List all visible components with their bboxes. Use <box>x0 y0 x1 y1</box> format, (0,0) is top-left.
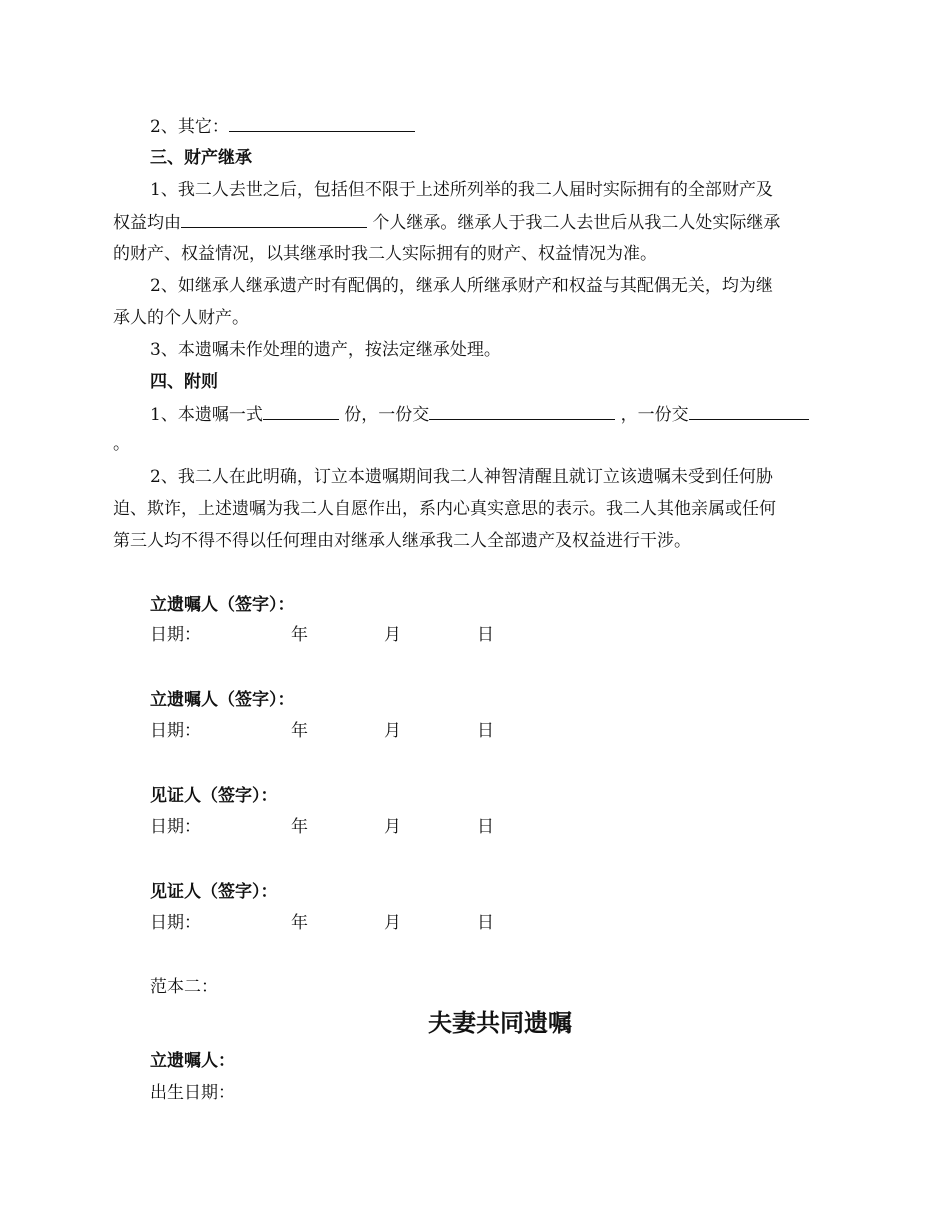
paragraph-line: 1、我二人去世之后，包括但不限于上述所列举的我二人届时实际拥有的全部财产及 <box>150 180 773 200</box>
paragraph-line: 2、我二人在此明确，订立本遗嘱期间我二人神智清醒且就订立该遗嘱未受到任何胁 <box>150 467 773 487</box>
paragraph-line: 2、如继承人继承遗产时有配偶的，继承人所继承财产和权益与其配偶无关，均为继 <box>150 276 773 296</box>
testator-label: 立遗嘱人： <box>150 1051 235 1071</box>
heir-blank <box>181 211 367 228</box>
copies-blank <box>263 403 339 420</box>
recipient2-blank <box>689 403 809 420</box>
recipient1-blank <box>429 403 615 420</box>
birth-date-label: 出生日期： <box>150 1083 235 1103</box>
document-title: 夫妻共同遗嘱 <box>428 1008 572 1037</box>
paragraph-line: 。 <box>113 434 130 454</box>
paragraph-line: 迫、欺诈，上述遗嘱为我二人自愿作出，系内心真实意思的表示。我二人其他亲属或任何 <box>113 499 776 519</box>
paragraph-line: 第三人均不得不得以任何理由对继承人继承我二人全部遗产及权益进行干涉。 <box>113 531 691 551</box>
other-label: 2、其它： <box>150 117 229 137</box>
paragraph-line: 1、本遗嘱一式 份，一份交 ，一份交 <box>150 403 809 426</box>
paragraph-line: 承人的个人财产。 <box>113 308 249 328</box>
other-item <box>150 115 415 138</box>
witness-label: 见证人（签字）： <box>150 786 278 806</box>
paragraph-line: 3、本遗嘱未作处理的遗产，按法定继承处理。 <box>150 340 501 360</box>
paragraph-line: 的财产、权益情况，以其继承时我二人实际拥有的财产、权益情况为准。 <box>113 244 657 264</box>
section-heading-inheritance: 三、财产继承 <box>150 148 252 168</box>
section-heading-supplementary: 四、附则 <box>150 372 218 392</box>
witness-label: 见证人（签字）： <box>150 882 278 902</box>
signature-label: 立遗嘱人（签字）： <box>150 595 295 615</box>
template-label: 范本二： <box>150 977 218 997</box>
paragraph-line: 权益均由 个人继承。继承人于我二人去世后从我二人处实际继承 <box>113 213 781 233</box>
signature-label: 立遗嘱人（签字）： <box>150 690 295 710</box>
other-blank <box>229 115 415 132</box>
document-page: 2、其它： 三、财产继承 1、我二人去世之后，包括但不限于上述所列举的我二人届时实际拥有的全部财产及 权益均由 个人继承。继承人于我二人去世后从我二人处实际继承 的财产、权益情况，以其继承时我二人实际拥有的财产、权益情况为准。 2、如继承人继承遗产时有配偶的，继承人所继承财产和权益与其配偶无关，均为继 承人的个人财产。 3、本遗嘱未作处理的遗产，按法定继承处理。 四、附则 1、本遗嘱一式 份，一份交 ，一份交 。 2、我二人在此明确，订立本遗嘱期间我二人神智清醒且就订立该遗嘱未受到任何胁 迫、欺诈，上述遗嘱为我二人自愿作出，系内心真实意思的表示。我二人其他亲属或任何 第三人均不得不得以任何理由对继承人继承我二人全部遗产及权益进行干涉。 立遗嘱人（签字）： 日期： 年 月 日 立遗嘱人（签字）： 日期： 年 月 日 见证人（签字）： 日期： 年 月 日 见证人（签字）： 日期： 年 月 日 范本二： 夫妻共同遗嘱 立遗嘱人： 出生日期： <box>0 0 950 1230</box>
